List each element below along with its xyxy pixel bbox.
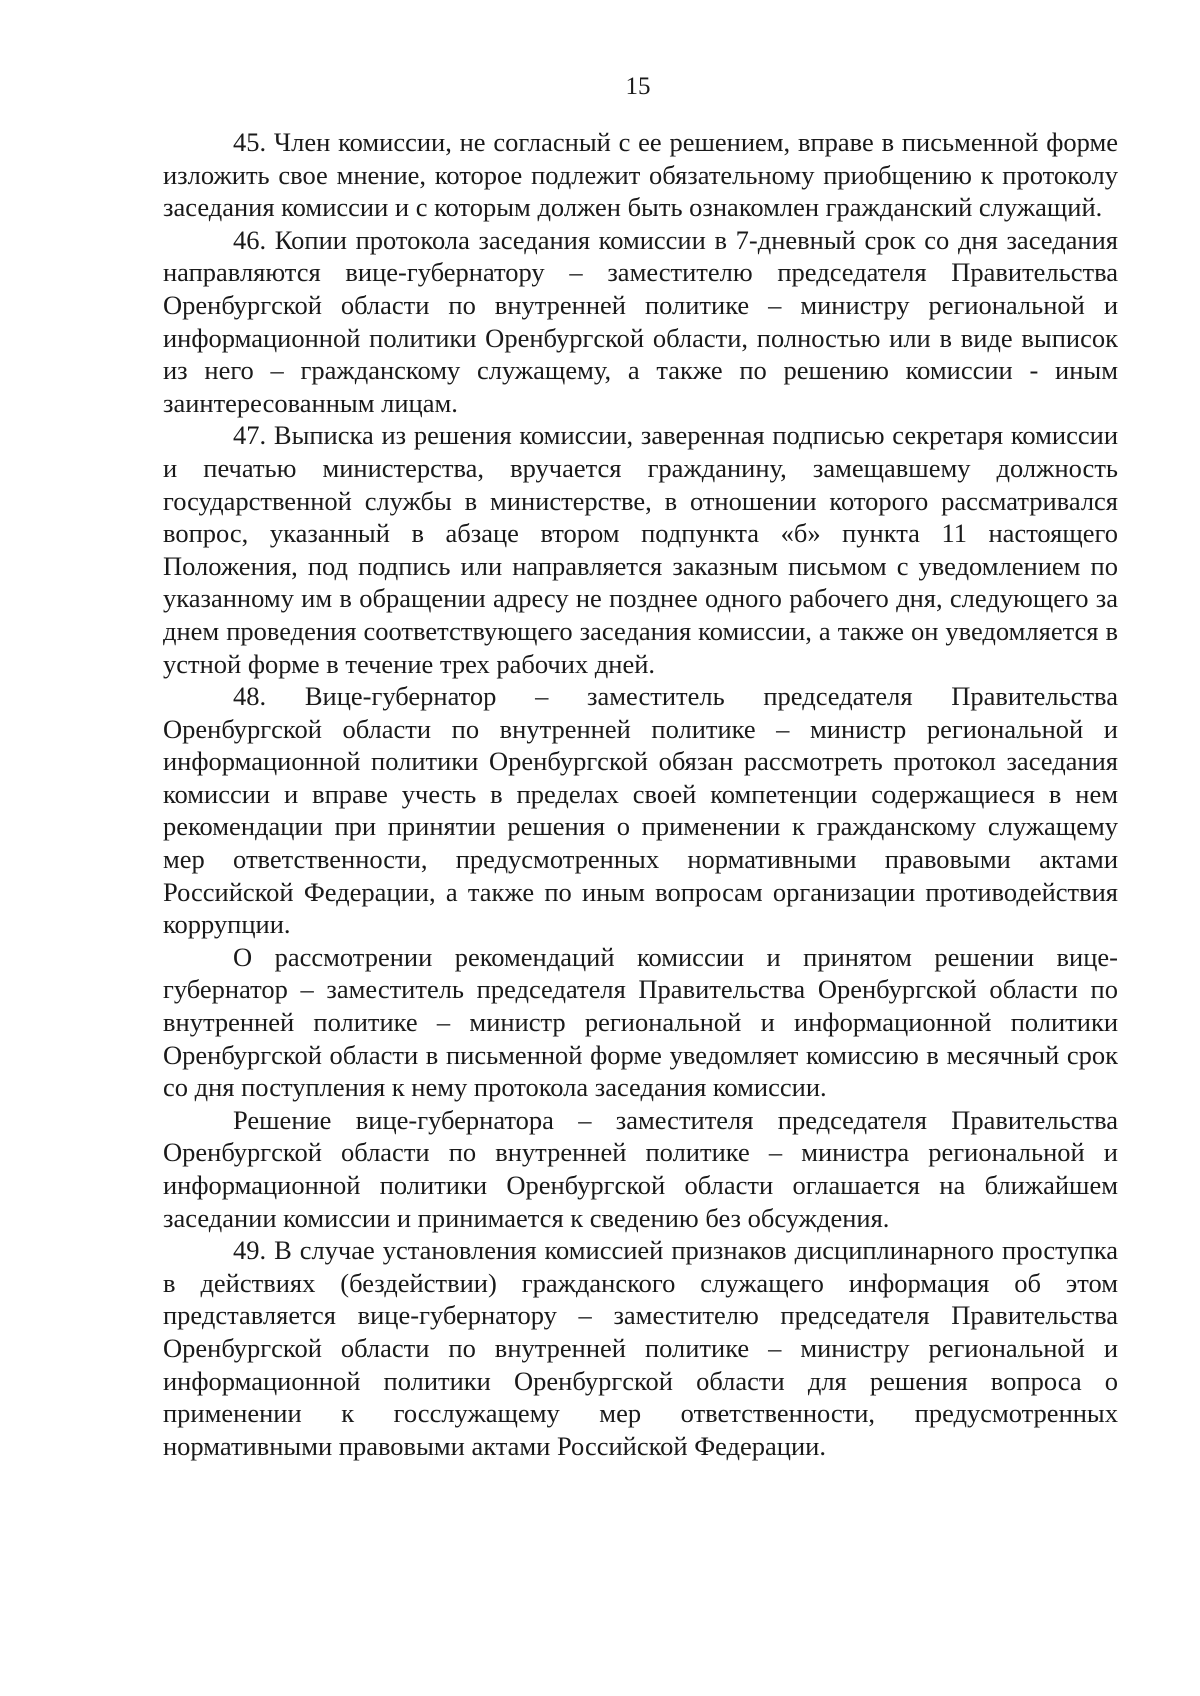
paragraph-47: 47. Выписка из решения комиссии, заверенная подписью секретаря комиссии и печатью министерства, вручается гражданину, замещавшему должность государственной службы в министерстве, в отношении которого рассматривался вопрос, указанный в абзаце втором подпункта «б» пункта 11 настоящего Положения, под подпись или направляется заказным письмом с уведомлением по указанному им в обращении адресу не позднее одного рабочего дня, следующего за днем проведения соответствующего заседания комиссии, а также он уведомляется в устной форме в течение трех рабочих дней. bbox=[163, 420, 1118, 679]
paragraph-45: 45. Член комиссии, не согласный с ее решением, вправе в письменной форме изложить свое мнение, которое подлежит обязательному приобщению к протоколу заседания комиссии и с которым должен быть ознакомлен гражданский служащий. bbox=[163, 127, 1118, 223]
paragraph-48-consideration: О рассмотрении рекомендаций комиссии и принятом решении вице-губернатор – заместитель председателя Правительства Оренбургской области по внутренней политике – министр региональной и информационной политики Оренбургской области в письменной форме уведомляет комиссию в месячный срок со дня поступления к нему протокола заседания комиссии. bbox=[163, 941, 1118, 1103]
paragraph-49: 49. В случае установления комиссией признаков дисциплинарного проступка в действиях (бездействии) гражданского служащего информация об этом представляется вице-губернатору – заместителю председателя Правительства Оренбургской области по внутренней политике – министру региональной и информационной политики Оренбургской области для решения вопроса о применении к госслужащему мер ответственности, предусмотренных нормативными правовыми актами Российской Федерации. bbox=[163, 1235, 1118, 1461]
page-number: 15 bbox=[625, 73, 651, 100]
document-body bbox=[163, 126, 1118, 1462]
paragraph-48: 48. Вице-губернатор – заместитель председателя Правительства Оренбургской области по внутренней политике – министр региональной и информационной политики Оренбургской обязан рассмотреть протокол заседания комиссии и вправе учесть в пределах своей компетенции содержащиеся в нем рекомендации при принятии решения о применении к гражданскому служащему мер ответственности, предусмотренных нормативными правовыми актами Российской Федерации, а также по иным вопросам организации противодействия коррупции. bbox=[163, 681, 1118, 940]
paragraph-46: 46. Копии протокола заседания комиссии в 7-дневный срок со дня заседания направляются вице-губернатору – заместителю председателя Правительства Оренбургской области по внутренней политике – министру региональной и информационной политики Оренбургской области, полностью или в виде выписок из него – гражданскому служащему, а также по решению комиссии - иным заинтересованным лицам. bbox=[163, 224, 1118, 418]
paragraph-48-decision: Решение вице-губернатора – заместителя председателя Правительства Оренбургской области по внутренней политике – министра региональной и информационной политики Оренбургской области оглашается на ближайшем заседании комиссии и принимается к сведению без обсуждения. bbox=[163, 1104, 1118, 1233]
